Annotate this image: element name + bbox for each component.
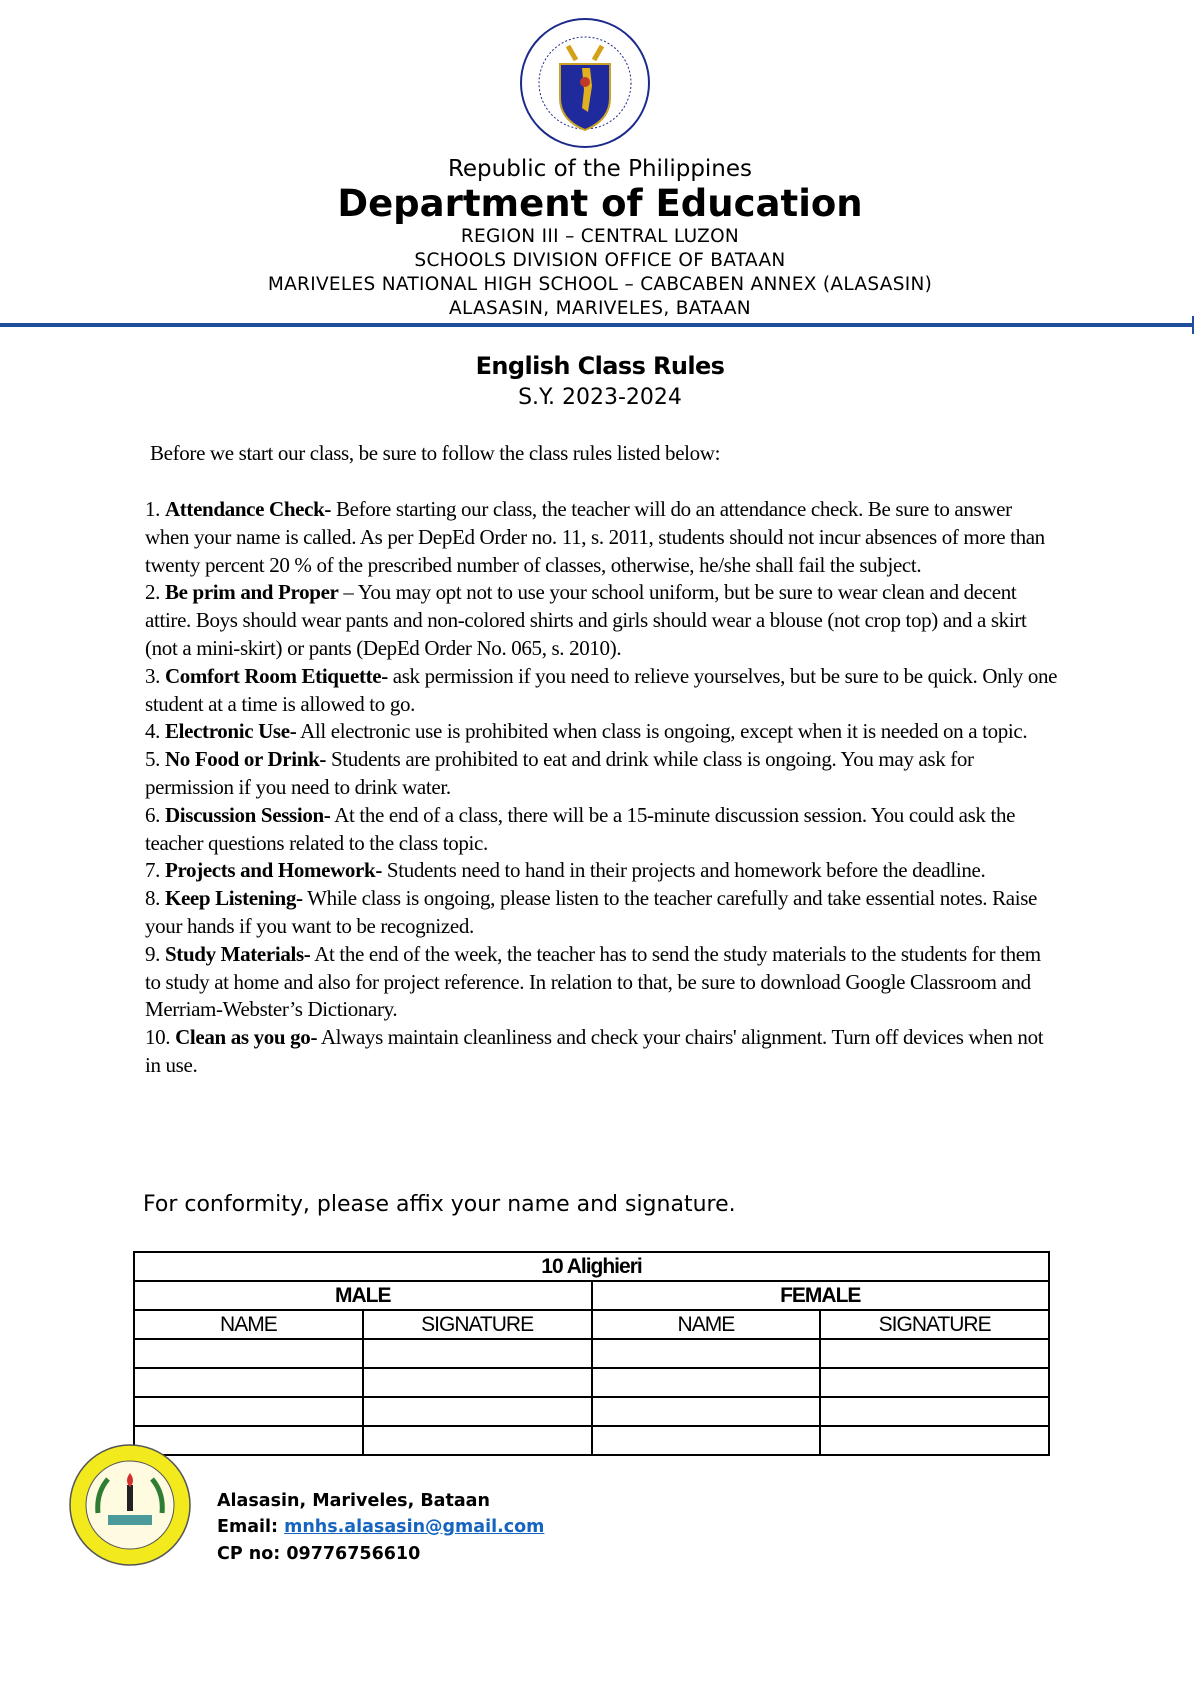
rule-item — [145, 579, 1060, 662]
blank-cell[interactable] — [363, 1368, 592, 1397]
table-row — [134, 1397, 1049, 1426]
rule-item — [145, 746, 1060, 802]
document-title: English Class Rules — [475, 352, 725, 380]
blank-cell[interactable] — [134, 1339, 363, 1368]
rule-title: Be prim and Proper — [164, 580, 339, 605]
rule-text: – You may opt not to use your school uniform, but be sure to wear clean and decent attire. Boys should wear pants and non-colored shirts and girls should wear a blouse (not crop top) and a skirt (not a mini-skirt) or pants (DepEd Order No. 065, s. 2010). — [145, 580, 1027, 660]
blank-cell[interactable] — [820, 1426, 1049, 1455]
blank-cell[interactable] — [592, 1368, 821, 1397]
rule-text: Before starting our class, the teacher will do an attendance check. Be sure to answer when your name is called. As per DepEd Order no. 11, s. 2011, students should not incur absences of more than twenty percent 20 % of the prescribed number of classes, otherwise, he/she shall fail the subject. — [145, 497, 1045, 577]
rule-text: While class is ongoing, please listen to the teacher carefully and take essential notes. Raise your hands if you want to be recognized. — [145, 886, 1038, 938]
rule-number: 2. — [145, 580, 161, 605]
rule-item — [145, 496, 1060, 579]
group-female: FEMALE — [592, 1281, 1050, 1310]
rule-title: Study Materials- — [164, 941, 311, 966]
header-division: SCHOOLS DIVISION OFFICE OF BATAAN — [414, 250, 786, 271]
col-female-signature: SIGNATURE — [820, 1310, 1049, 1339]
blank-cell[interactable] — [820, 1339, 1049, 1368]
rule-item — [145, 1024, 1060, 1080]
rule-number: 3. — [145, 663, 165, 688]
rule-item — [145, 941, 1060, 1024]
rule-title: Electronic Use- — [164, 719, 297, 744]
rule-item — [145, 718, 1060, 746]
rule-text: At the end of the week, the teacher has to send the study materials to the students for them to study at home and also for project reference. In relation to that, be sure to download Google Classroom and Merriam-Webster’s Dictionary. — [145, 941, 1041, 1022]
table-row — [134, 1368, 1049, 1397]
rule-title: Projects and Homework- — [164, 858, 383, 883]
rule-number: 7. — [145, 858, 161, 883]
rule-title: Comfort Room Etiquette- — [164, 663, 388, 688]
rule-number: 5. — [145, 747, 161, 772]
blank-cell[interactable] — [363, 1426, 592, 1455]
blank-cell[interactable] — [592, 1426, 821, 1455]
rule-text: At the end of a class, there will be a 15-minute discussion session. You could ask the teacher questions related to the class topic. — [145, 802, 1016, 855]
rule-number: 4. — [145, 719, 161, 744]
footer-address: Alasasin, Mariveles, Bataan — [217, 1491, 490, 1511]
header-divider — [0, 323, 1192, 327]
rule-number: 10. — [145, 1025, 171, 1050]
email-label: Email: — [217, 1517, 285, 1537]
rule-number: 8. — [145, 886, 161, 911]
blank-cell[interactable] — [134, 1397, 363, 1426]
col-male-name: NAME — [134, 1310, 363, 1339]
rule-title: Clean as you go- — [175, 1025, 318, 1050]
group-male: MALE — [134, 1281, 592, 1310]
blank-cell[interactable] — [592, 1339, 821, 1368]
rule-title: Discussion Session- — [164, 802, 331, 827]
header-region: REGION III – CENTRAL LUZON — [460, 226, 740, 247]
conformity-text: For conformity, please affix your name and signature. — [143, 1192, 736, 1217]
rule-number: 6. — [145, 802, 161, 827]
signature-table — [133, 1251, 1050, 1456]
table-section: 10 Alighieri — [134, 1252, 1049, 1281]
blank-cell[interactable] — [134, 1368, 363, 1397]
rule-text: ask permission if you need to relieve yourselves, but be sure to be quick. Only one student at a time is allowed to go. — [145, 663, 1058, 716]
rule-title: No Food or Drink- — [164, 747, 327, 772]
deped-seal-logo — [518, 16, 652, 155]
rule-text: Always maintain cleanliness and check your chairs' alignment. Turn off devices when not in use. — [145, 1025, 1044, 1077]
blank-cell[interactable] — [363, 1339, 592, 1368]
col-male-signature: SIGNATURE — [363, 1310, 592, 1339]
intro-text: Before we start our class, be sure to follow the class rules listed below: — [150, 441, 721, 465]
rule-text: All electronic use is prohibited when class is ongoing, except when it is needed on a topic. — [296, 719, 1028, 744]
rule-text: Students need to hand in their projects and homework before the deadline. — [382, 858, 986, 883]
rule-number: 1. — [145, 497, 161, 521]
cp-number: 09776756610 — [286, 1544, 421, 1564]
rule-title: Attendance Check- — [164, 497, 332, 521]
cp-label: CP no: — [217, 1544, 287, 1564]
rule-item — [145, 663, 1060, 719]
rule-item — [145, 802, 1060, 858]
header-department: Department of Education — [337, 182, 863, 225]
header-republic: Republic of the Philippines — [447, 156, 753, 182]
rule-text: Students are prohibited to eat and drink while class is ongoing. You may ask for permission if you need to drink water. — [145, 747, 974, 799]
table-row — [134, 1426, 1049, 1455]
rule-item — [145, 885, 1060, 941]
table-row — [134, 1339, 1049, 1368]
footer-phone — [217, 1544, 420, 1564]
school-year: S.Y. 2023-2024 — [518, 385, 682, 410]
rule-title: Keep Listening- — [164, 886, 303, 911]
blank-cell[interactable] — [820, 1397, 1049, 1426]
school-seal-logo — [68, 1443, 192, 1572]
header-divider-end — [1192, 316, 1194, 334]
rule-number: 9. — [145, 941, 161, 966]
blank-cell[interactable] — [363, 1397, 592, 1426]
col-female-name: NAME — [592, 1310, 821, 1339]
email-link[interactable]: mnhs.alasasin@gmail.com — [284, 1517, 545, 1537]
header-address: ALASASIN, MARIVELES, BATAAN — [449, 298, 751, 319]
footer-email — [217, 1517, 544, 1537]
header-school: MARIVELES NATIONAL HIGH SCHOOL – CABCABEN ANNEX (ALASASIN) — [267, 274, 933, 295]
rule-item — [145, 857, 1060, 885]
blank-cell[interactable] — [592, 1397, 821, 1426]
blank-cell[interactable] — [820, 1368, 1049, 1397]
rules-list — [145, 496, 1060, 1080]
